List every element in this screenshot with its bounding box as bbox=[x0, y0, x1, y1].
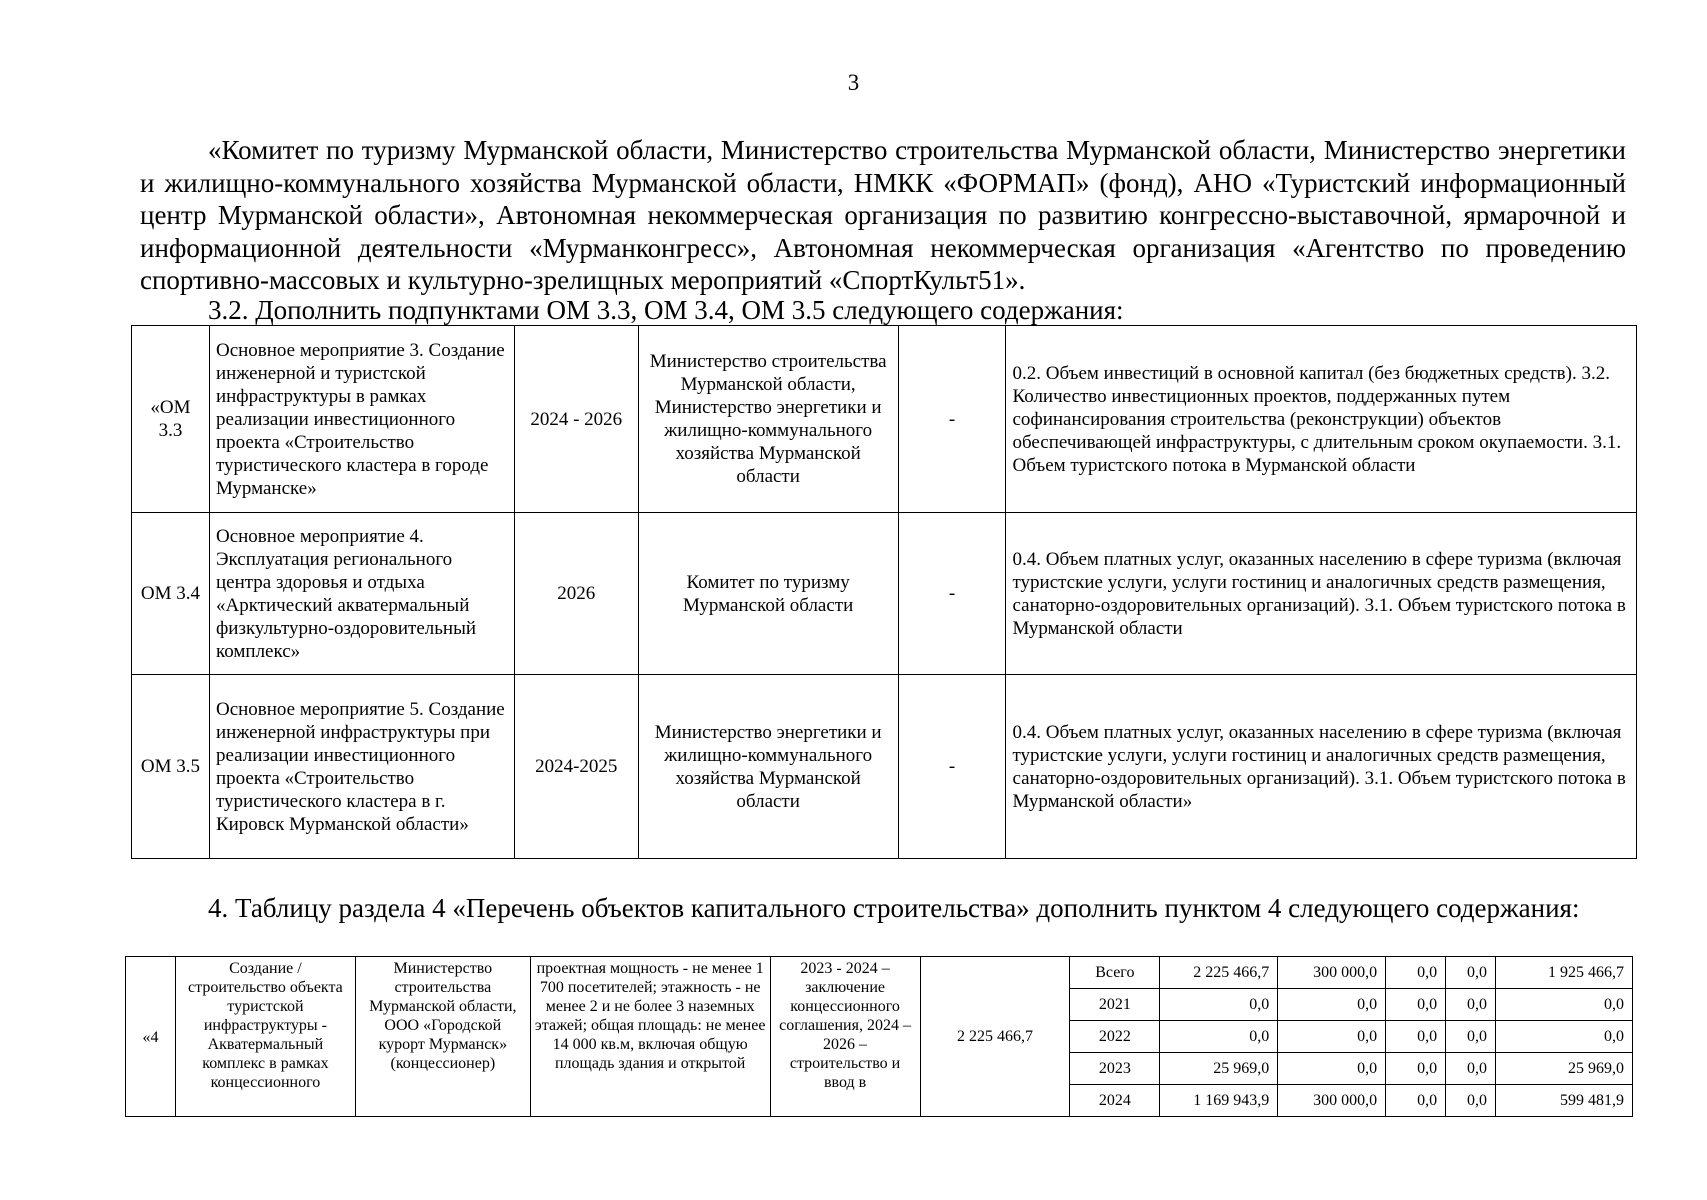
value-cell: 0,0 bbox=[1446, 1053, 1496, 1085]
activity-code: «ОМ 3.3 bbox=[132, 326, 210, 513]
activity-name: Основное мероприятие 5. Создание инженерной инфраструктуры при реализации инвестиционного проекта «Строительство туристического кластера в г. Кировск Мурманской области» bbox=[209, 675, 514, 859]
value-cell: 0,0 bbox=[1446, 957, 1496, 989]
value-cell: 0,0 bbox=[1278, 1021, 1386, 1053]
activity-period: 2026 bbox=[514, 513, 638, 675]
value-cell: 2 225 466,7 bbox=[1160, 957, 1278, 989]
activity-period: 2024-2025 bbox=[514, 675, 638, 859]
year-cell: 2024 bbox=[1070, 1085, 1160, 1117]
year-cell: 2021 bbox=[1070, 989, 1160, 1021]
value-cell: 0,0 bbox=[1496, 1021, 1633, 1053]
activity-dash: - bbox=[898, 513, 1006, 675]
activity-executor: Министерство строительства Мурманской области, Министерство энергетики и жилищно-коммунального хозяйства Мурманской области bbox=[638, 326, 898, 513]
value-cell: 0,0 bbox=[1386, 989, 1446, 1021]
value-cell: 0,0 bbox=[1446, 1021, 1496, 1053]
object-terms: 2023 - 2024 – заключение концессионного соглашения, 2024 – 2026 – строительство и ввод в bbox=[770, 957, 920, 1117]
activity-executor: Комитет по туризму Мурманской области bbox=[638, 513, 898, 675]
value-cell: 1 925 466,7 bbox=[1496, 957, 1633, 989]
value-cell: 0,0 bbox=[1160, 989, 1278, 1021]
value-cell: 25 969,0 bbox=[1160, 1053, 1278, 1085]
year-cell: Всего bbox=[1070, 957, 1160, 989]
value-cell: 1 169 943,9 bbox=[1160, 1085, 1278, 1117]
object-name: Создание / строительство объекта туристской инфраструктуры - Акватермальный комплекс в рамках концессионного bbox=[175, 957, 355, 1117]
activity-indicators: 0.4. Объем платных услуг, оказанных населению в сфере туризма (включая туристские услуги, услуги гостиниц и аналогичных средств размещения, санаторно-оздоровительных организаций). 3.1. Объем туристского потока в Мурманской области bbox=[1006, 513, 1637, 675]
value-cell: 0,0 bbox=[1278, 989, 1386, 1021]
value-cell: 0,0 bbox=[1496, 989, 1633, 1021]
table-row bbox=[132, 513, 1637, 675]
paragraph-item-4: 4. Таблицу раздела 4 «Перечень объектов капитального строительства» дополнить пунктом 4 следующего содержания: bbox=[208, 893, 1580, 923]
value-cell: 599 481,9 bbox=[1496, 1085, 1633, 1117]
activity-dash: - bbox=[898, 326, 1006, 513]
object-capacity: проектная мощность - не менее 1 700 посетителей; этажность - не менее 2 и не более 3 наземных этажей; общая площадь: не менее 14 000 кв.м, включая общую площадь здания и открытой bbox=[530, 957, 770, 1117]
value-cell: 0,0 bbox=[1386, 1085, 1446, 1117]
year-cell: 2023 bbox=[1070, 1053, 1160, 1085]
activity-code: ОМ 3.5 bbox=[132, 675, 210, 859]
value-cell: 25 969,0 bbox=[1496, 1053, 1633, 1085]
activity-dash: - bbox=[898, 675, 1006, 859]
page-number: 3 bbox=[847, 70, 860, 95]
value-cell: 300 000,0 bbox=[1278, 957, 1386, 989]
activity-indicators: 0.4. Объем платных услуг, оказанных населению в сфере туризма (включая туристские услуги, услуги гостиниц и аналогичных средств размещения, санаторно-оздоровительных организаций). 3.1. Объем туристского потока в Мурманской области» bbox=[1006, 675, 1637, 859]
activity-indicators: 0.2. Объем инвестиций в основной капитал (без бюджетных средств). 3.2. Количество инвестиционных проектов, поддержанных путем софинансирования строительства (реконструкции) объектов обеспечивающей инфраструктуры, с длительным сроком окупаемости. 3.1. Объем туристского потока в Мурманской области bbox=[1006, 326, 1637, 513]
value-cell: 0,0 bbox=[1446, 1085, 1496, 1117]
table-row bbox=[126, 957, 1633, 989]
activity-name: Основное мероприятие 4. Эксплуатация регионального центра здоровья и отдыха «Арктический акватермальный физкультурно-оздоровительный комплекс» bbox=[209, 513, 514, 675]
value-cell: 0,0 bbox=[1160, 1021, 1278, 1053]
table-row bbox=[132, 675, 1637, 859]
activities-table bbox=[131, 325, 1637, 859]
value-cell: 0,0 bbox=[1386, 1021, 1446, 1053]
value-cell: 0,0 bbox=[1386, 957, 1446, 989]
object-customer: Министерство строительства Мурманской области, ООО «Городской курорт Мурманск» (концессионер) bbox=[355, 957, 530, 1117]
value-cell: 0,0 bbox=[1446, 989, 1496, 1021]
activity-name: Основное мероприятие 3. Создание инженерной и туристской инфраструктуры в рамках реализации инвестиционного проекта «Строительство туристического кластера в городе Мурманске» bbox=[209, 326, 514, 513]
value-cell: 0,0 bbox=[1386, 1053, 1446, 1085]
table-row bbox=[132, 326, 1637, 513]
capital-construction-table bbox=[125, 956, 1633, 1117]
paragraph-executors-list: «Комитет по туризму Мурманской области, Министерство строительства Мурманской области, Министерство энергетики и жилищно-коммунального хозяйства Мурманской области, НМКК «ФОРМАП» (фонд), АНО «Туристский информационный центр Мурманской области», Автономная некоммерческая организация по развитию конгрессно-выставочной, ярмарочной и информационной деятельности «Мурманконгресс», Автономная некоммерческая организация «Агентство по проведению спортивно-массовых и культурно-зрелищных мероприятий «СпортКульт51». bbox=[140, 135, 1626, 295]
activity-code: ОМ 3.4 bbox=[132, 513, 210, 675]
year-cell: 2022 bbox=[1070, 1021, 1160, 1053]
object-total-cost: 2 225 466,7 bbox=[920, 957, 1070, 1117]
object-number: «4 bbox=[126, 957, 176, 1117]
value-cell: 0,0 bbox=[1278, 1053, 1386, 1085]
value-cell: 300 000,0 bbox=[1278, 1085, 1386, 1117]
paragraph-item-3-2: 3.2. Дополнить подпунктами ОМ 3.3, ОМ 3.4, ОМ 3.5 следующего содержания: bbox=[208, 295, 1124, 325]
activity-executor: Министерство энергетики и жилищно-коммунального хозяйства Мурманской области bbox=[638, 675, 898, 859]
activity-period: 2024 - 2026 bbox=[514, 326, 638, 513]
